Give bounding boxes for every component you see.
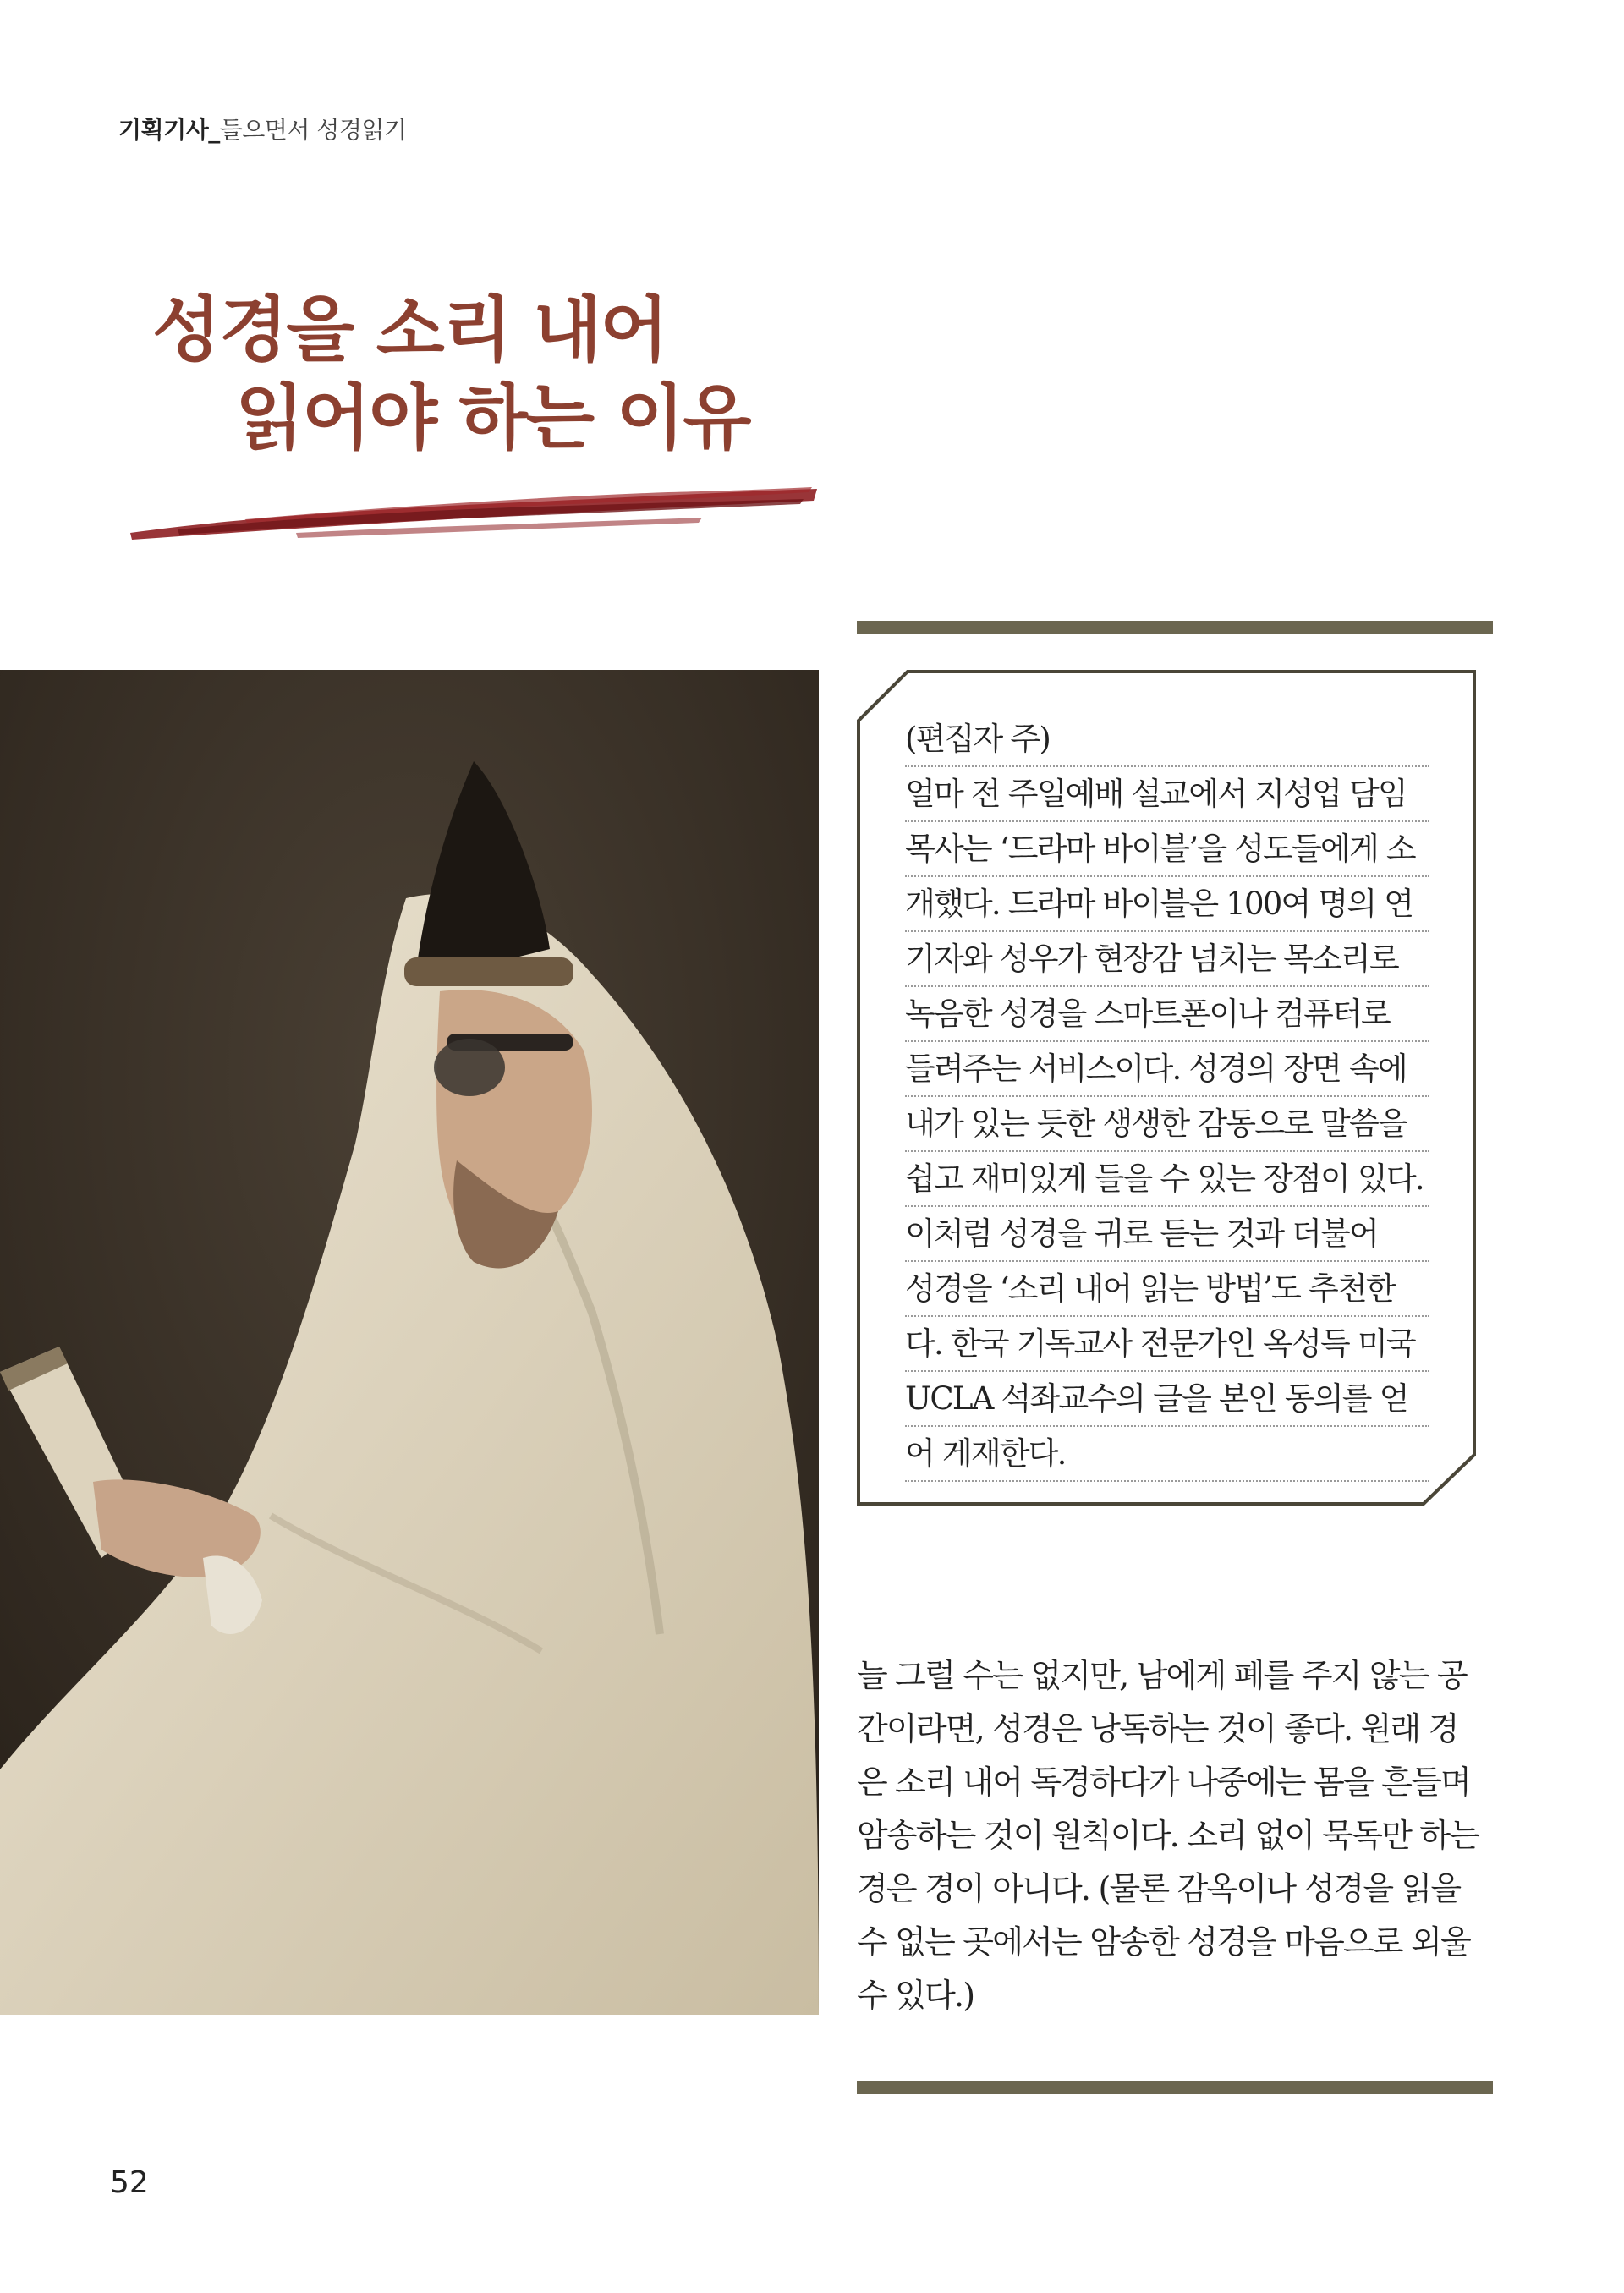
body-line: 수 있다.) [857, 1977, 974, 2014]
bottom-rule [857, 2081, 1493, 2094]
brush-stroke-decoration [127, 467, 820, 543]
body-line: 수 없는 곳에서는 암송한 성경을 마음으로 외울 [857, 1923, 1470, 1961]
editor-note-text [905, 712, 1429, 1482]
editor-note-line: 이처럼 성경을 귀로 듣는 것과 더불어 [905, 1207, 1429, 1262]
body-line: 은 소리 내어 독경하다가 나중에는 몸을 흔들며 [857, 1764, 1470, 1801]
editor-note-line: (편집자 주) [905, 712, 1429, 767]
editor-note-line: UCLA 석좌교수의 글을 본인 동의를 얻 [905, 1372, 1429, 1427]
title-line-2: 읽어야 하는 이유 [235, 376, 750, 459]
header-category: 기획기사_ [118, 116, 220, 144]
editor-note-line: 성경을 ‘소리 내어 읽는 방법’도 추천한 [905, 1262, 1429, 1317]
body-line: 늘 그럴 수는 없지만, 남에게 폐를 주지 않는 공 [857, 1657, 1467, 1694]
body-line: 경은 경이 아니다. (물론 감옥이나 성경을 읽을 [857, 1870, 1461, 1907]
body-line: 간이라면, 성경은 낭독하는 것이 좋다. 원래 경 [857, 1710, 1458, 1747]
editor-note-line: 내가 있는 듯한 생생한 감동으로 말씀을 [905, 1097, 1429, 1152]
article-body [857, 1649, 1493, 2022]
article-title [152, 286, 914, 462]
historical-portrait-photo [0, 670, 819, 2015]
title-line-1: 성경을 소리 내어 [152, 288, 667, 371]
editor-note-line: 개했다. 드라마 바이블은 100여 명의 연 [905, 877, 1429, 932]
editor-note-line: 목사는 ‘드라마 바이블’을 성도들에게 소 [905, 822, 1429, 877]
header-subtitle: 들으면서 성경읽기 [219, 116, 407, 144]
editor-note-line: 녹음한 성경을 스마트폰이나 컴퓨터로 [905, 987, 1429, 1042]
page-number: 52 [110, 2165, 149, 2200]
editor-note-line: 들려주는 서비스이다. 성경의 장면 속에 [905, 1042, 1429, 1097]
body-line: 암송하는 것이 원칙이다. 소리 없이 묵독만 하는 [857, 1817, 1479, 1854]
running-header [118, 112, 407, 145]
editor-note-line: 기자와 성우가 현장감 넘치는 목소리로 [905, 932, 1429, 987]
editor-note-box [857, 670, 1476, 1506]
editor-note-line: 다. 한국 기독교사 전문가인 옥성득 미국 [905, 1317, 1429, 1372]
top-rule [857, 621, 1493, 634]
editor-note-line: 얼마 전 주일예배 설교에서 지성업 담임 [905, 767, 1429, 822]
editor-note-line: 어 게재한다. [905, 1427, 1429, 1482]
editor-note-line: 쉽고 재미있게 들을 수 있는 장점이 있다. [905, 1152, 1429, 1207]
